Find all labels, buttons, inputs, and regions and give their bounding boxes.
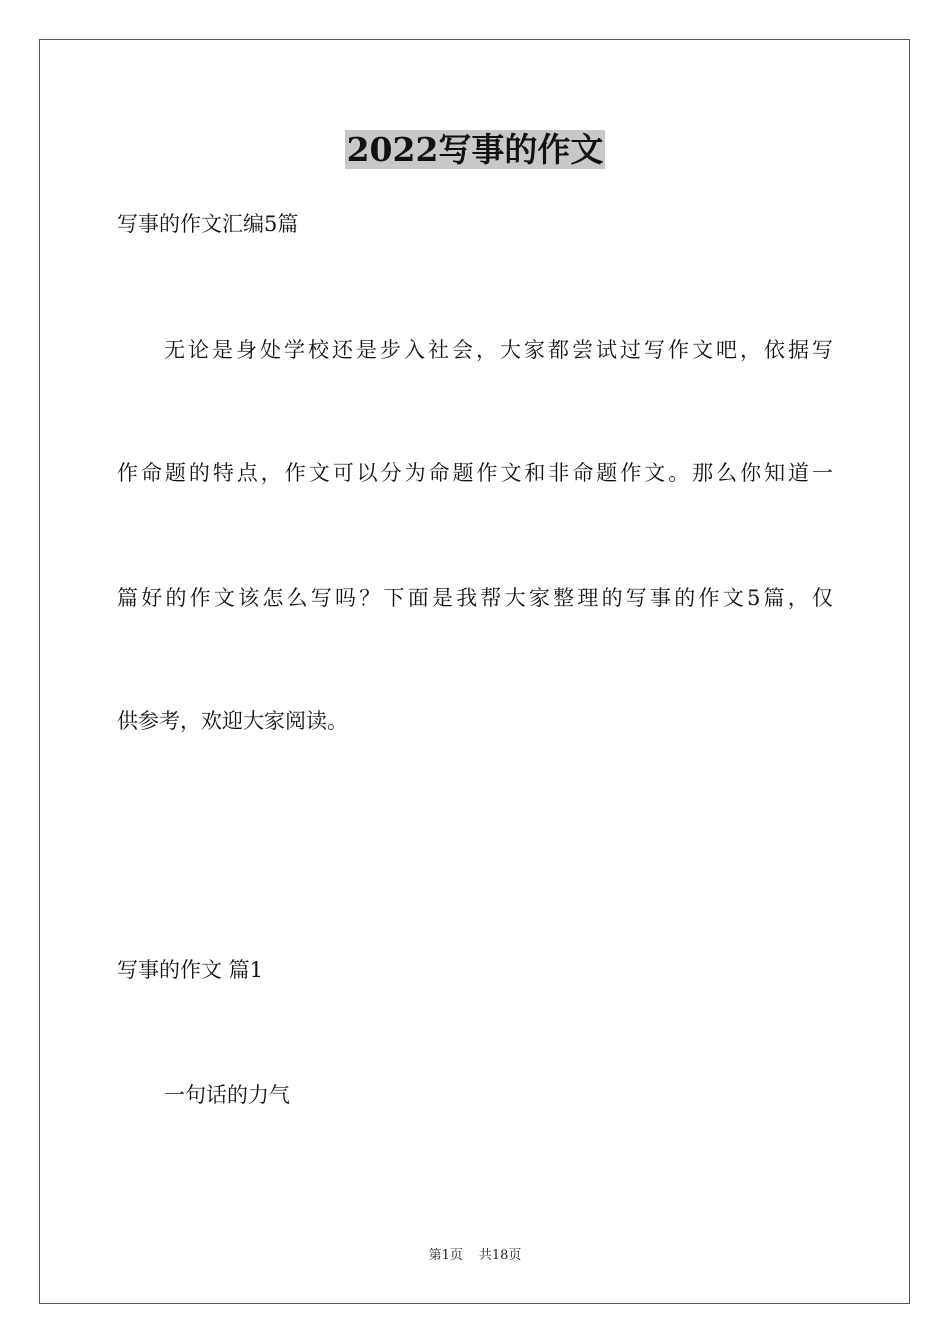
page-footer bbox=[0, 1247, 950, 1265]
intro-line-3: 篇好的作文该怎么写吗？下面是我帮大家整理的写事的作文5篇，仅 bbox=[117, 586, 833, 610]
document-subtitle: 写事的作文汇编5篇 bbox=[117, 212, 299, 236]
document-title-text: 2022写事的作文 bbox=[346, 130, 604, 169]
intro-line-4: 供参考，欢迎大家阅读。 bbox=[117, 709, 348, 733]
footer-total-pages: 共18页 bbox=[478, 1248, 522, 1263]
section-first-line: 一句话的力气 bbox=[164, 1083, 290, 1107]
intro-line-1: 无论是身处学校还是步入社会，大家都尝试过写作文吧，依据写 bbox=[164, 338, 833, 362]
document-title bbox=[0, 128, 950, 172]
intro-line-2: 作命题的特点，作文可以分为命题作文和非命题作文。那么你知道一 bbox=[117, 461, 833, 485]
section-heading: 写事的作文 篇1 bbox=[117, 958, 264, 982]
footer-page-number: 第1页 bbox=[428, 1248, 463, 1263]
